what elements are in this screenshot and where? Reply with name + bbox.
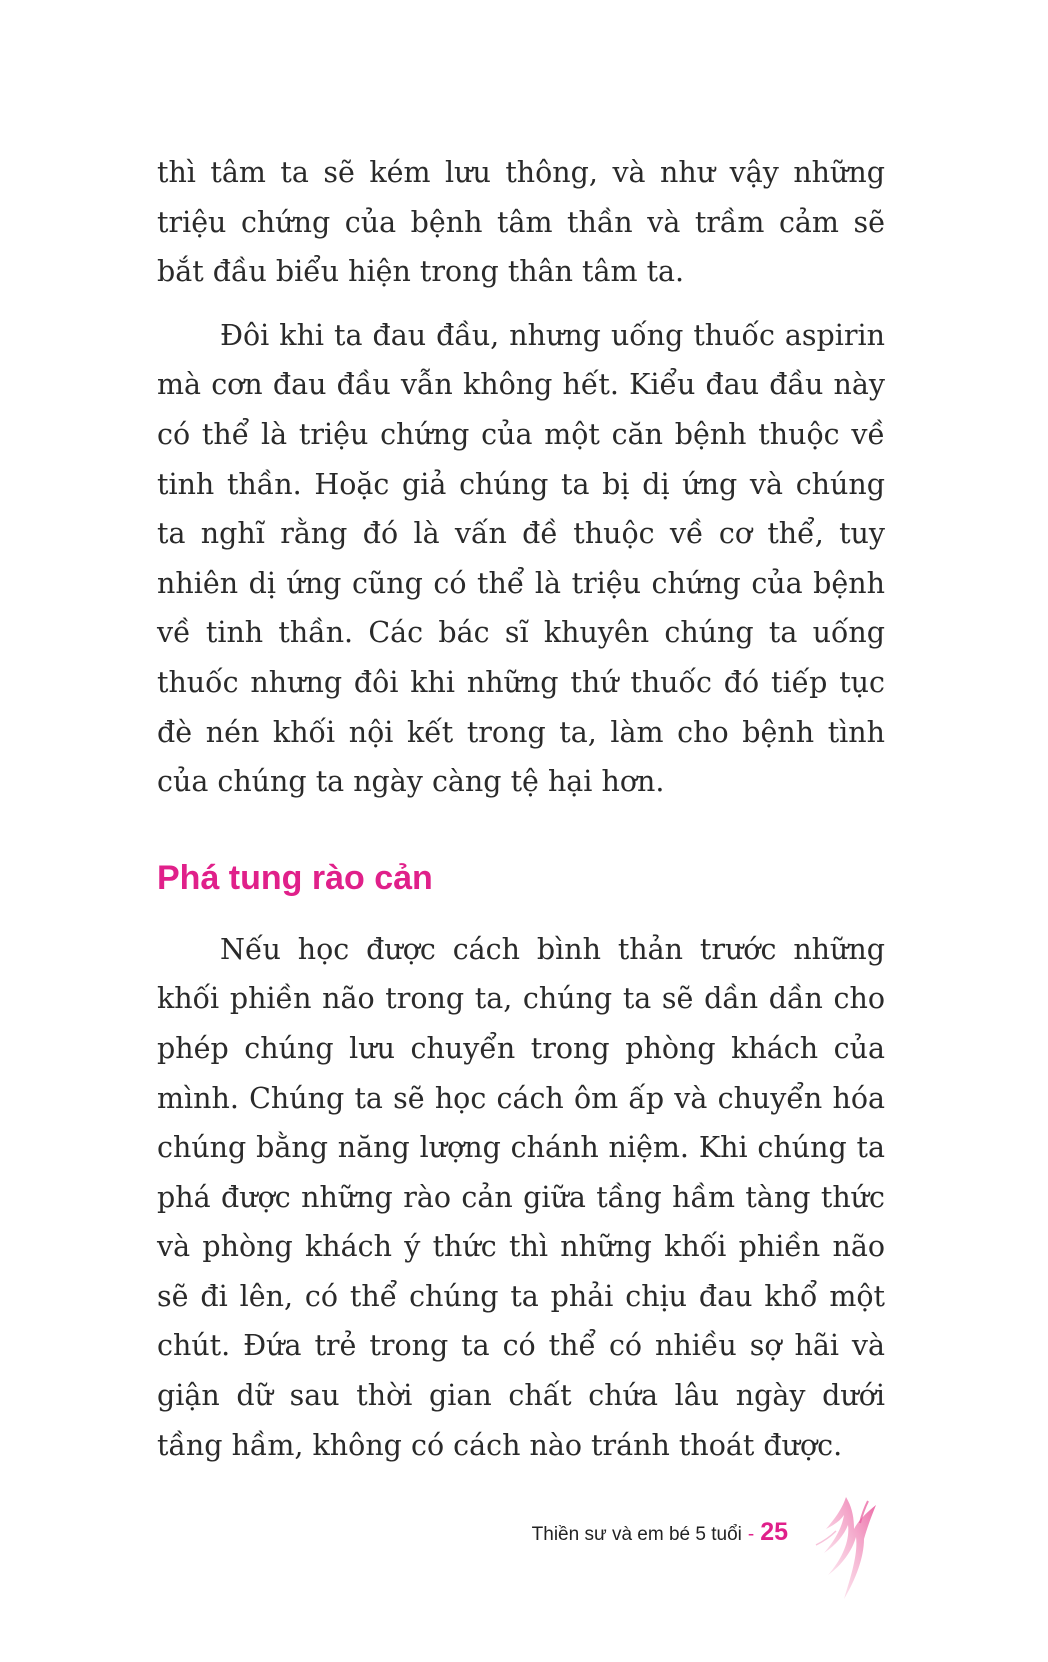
paragraph-3: Nếu học được cách bình thản trước những khối phiền não trong ta, chúng ta sẽ dần dần cho phép chúng lưu chuyển trong phòng khách của mình. Chúng ta sẽ học cách ôm ấp và chuyển hóa chúng bằng năng lượng chánh niệm. Khi chúng ta phá được những rào cản giữa tầng hầm tàng thức và phòng khách ý thức thì những khối phiền não sẽ đi lên, có thể chúng ta phải chịu đau khổ một chút. Đứa trẻ trong ta có thể có nhiều sợ hãi và giận dữ sau thời gian chất chứa lâu ngày dưới tầng hầm, không có cách nào tránh thoát được. <box>157 932 885 1462</box>
paragraph-2: Đôi khi ta đau đầu, nhưng uống thuốc aspirin mà cơn đau đầu vẫn không hết. Kiểu đau đầu này có thể là triệu chứng của một căn bệnh thuộc về tinh thần. Hoặc giả chúng ta bị dị ứng và chúng ta nghĩ rằng đó là vấn đề thuộc về cơ thể, tuy nhiên dị ứng cũng có thể là triệu chứng của bệnh về tinh thần. Các bác sĩ khuyên chúng ta uống thuốc nhưng đôi khi những thứ thuốc đó tiếp tục đè nén khối nội kết trong ta, làm cho bệnh tình của chúng ta ngày càng tệ hại hơn. <box>157 318 885 799</box>
section-heading: Phá tung rào cản <box>157 858 433 897</box>
footer-separator: - <box>747 1524 755 1545</box>
page-footer <box>531 1495 900 1605</box>
book-title: Thiền sư và em bé 5 tuổi <box>531 1524 742 1545</box>
running-footer <box>532 1518 788 1547</box>
paragraph-1: thì tâm ta sẽ kém lưu thông, và như vậy những triệu chứng của bệnh tâm thần và trầm cảm sẽ bắt đầu biểu hiện trong thân tâm ta. <box>157 156 885 289</box>
page-body <box>157 148 885 1470</box>
pink-brush-ornament-icon <box>806 1495 896 1605</box>
page-number: 25 <box>760 1518 788 1546</box>
